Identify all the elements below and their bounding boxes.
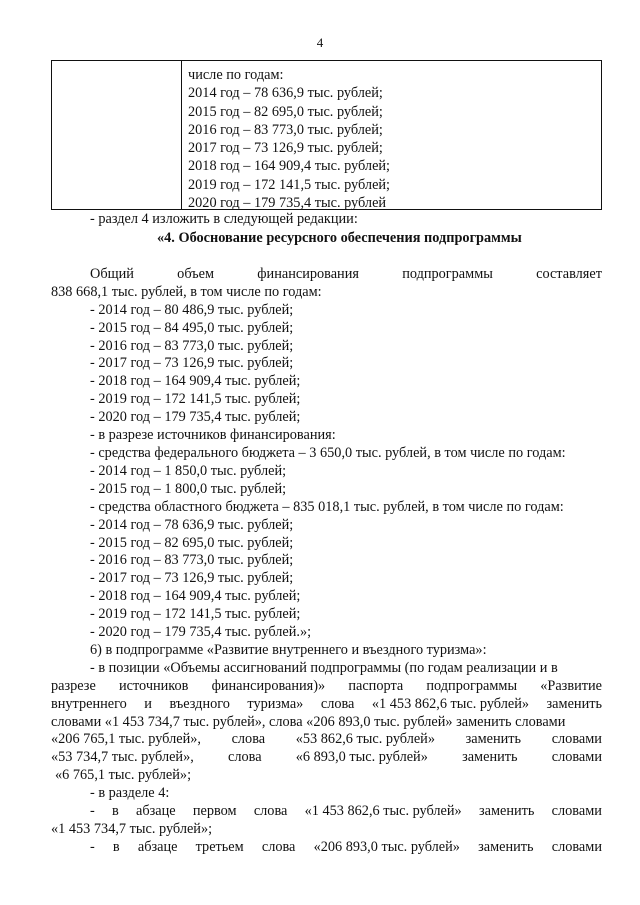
year-item: - 2018 год – 164 909,4 тыс. рублей;	[90, 588, 301, 605]
federal-budget: - средства федерального бюджета – 3 650,0 тыс. рублей, в том числе по годам:	[90, 444, 566, 461]
table-column-divider	[181, 61, 182, 209]
year-item: - 2016 год – 83 773,0 тыс. рублей;	[90, 337, 294, 354]
word: заменить	[465, 731, 522, 748]
word: подпрограммы	[426, 677, 518, 694]
paragraph-line-justified	[51, 696, 602, 714]
word: составляет	[536, 265, 602, 282]
item-6: 6) в подпрограмме «Развитие внутреннего и въездного туризма»:	[90, 641, 487, 658]
word: абзаце	[136, 803, 176, 820]
paragraph-line-justified	[51, 731, 602, 749]
word: словами	[551, 731, 602, 748]
word: первом	[192, 803, 237, 820]
word: въездного	[169, 695, 230, 712]
word: словами	[551, 838, 602, 855]
paragraph-line: - в позиции «Объемы ассигнований подпрограммы (по годам реализации и в	[90, 659, 558, 676]
word: «Развитие	[540, 677, 602, 694]
year-item: - 2018 год – 164 909,4 тыс. рублей;	[90, 373, 301, 390]
paragraph-line: «1 453 734,7 тыс. рублей»;	[51, 821, 213, 837]
total-continuation: 838 668,1 тыс. рублей, в том числе по годам:	[51, 283, 322, 300]
passport-table	[51, 60, 602, 210]
year-item: - 2017 год – 73 126,9 тыс. рублей;	[90, 355, 294, 372]
word: в	[112, 838, 120, 855]
year-item: - 2015 год – 84 495,0 тыс. рублей;	[90, 319, 294, 336]
table-line: 2018 год – 164 909,4 тыс. рублей;	[188, 158, 391, 175]
paragraph-line: «6 765,1 тыс. рублей»;	[55, 767, 192, 784]
section4-b: - в разделе 4:	[90, 785, 170, 802]
word: источников	[118, 677, 189, 694]
document-body	[51, 211, 602, 857]
page-number: 4	[316, 35, 324, 50]
paragraph-line-justified	[51, 839, 602, 857]
word: паспорта	[348, 677, 404, 694]
year-item: - 2019 год – 172 141,5 тыс. рублей;	[90, 391, 301, 408]
word: подпрограммы	[402, 265, 493, 282]
word: заменить	[478, 838, 534, 855]
word: слова	[261, 838, 296, 855]
year-item: - 2015 год – 82 695,0 тыс. рублей;	[90, 534, 294, 551]
paragraph-line-justified	[51, 749, 602, 767]
word: объем	[177, 265, 215, 282]
year-item: - 2020 год – 179 735,4 тыс. рублей;	[90, 409, 301, 426]
word: слова	[253, 803, 288, 820]
word: слова	[320, 695, 355, 712]
table-line: 2014 год – 78 636,9 тыс. рублей;	[188, 85, 383, 102]
table-line: 2020 год – 179 735,4 тыс. рублей	[188, 195, 387, 212]
table-right-cell	[188, 66, 598, 212]
year-item: - 2020 год – 179 735,4 тыс. рублей.»;	[90, 624, 312, 641]
year-item: - 2014 год – 1 850,0 тыс. рублей;	[90, 462, 287, 479]
word: словами	[551, 803, 602, 820]
word: «53 862,6 тыс. рублей»	[295, 731, 435, 748]
paragraph-line-justified	[51, 678, 602, 696]
word: заменить	[546, 695, 602, 712]
word: слова	[228, 749, 262, 766]
word: финансирования)»	[211, 677, 326, 694]
word: «6 893,0 тыс. рублей»	[295, 749, 428, 766]
word: разрезе	[51, 677, 96, 694]
word: «53 734,7 тыс. рублей»,	[51, 749, 194, 766]
table-line: 2016 год – 83 773,0 тыс. рублей;	[188, 121, 383, 138]
word: абзаце	[137, 838, 178, 855]
word: «206 765,1 тыс. рублей»,	[51, 731, 201, 748]
year-item: - 2014 год – 80 486,9 тыс. рублей;	[90, 301, 294, 318]
word: «1 453 862,6 тыс. рублей»	[304, 803, 462, 820]
section-heading: «4. Обоснование ресурсного обеспечения подпрограммы	[157, 229, 522, 246]
year-item: - 2017 год – 73 126,9 тыс. рублей;	[90, 570, 294, 587]
year-item: - 2015 год – 1 800,0 тыс. рублей;	[90, 480, 287, 497]
word: Общий	[90, 265, 134, 282]
total-line	[51, 266, 602, 284]
word: финансирования	[257, 265, 359, 282]
word: слова	[231, 731, 266, 748]
paragraph-line: словами «1 453 734,7 тыс. рублей», слова «206 893,0 тыс. рублей» заменить словами	[51, 713, 566, 730]
word: туризма»	[247, 695, 304, 712]
word: -	[90, 803, 95, 820]
year-item: - 2019 год – 172 141,5 тыс. рублей;	[90, 606, 301, 623]
sources-intro: - в разрезе источников финансирования:	[90, 427, 336, 444]
word: и	[144, 695, 152, 712]
section4-intro: - раздел 4 изложить в следующей редакции:	[90, 211, 358, 227]
regional-budget: - средства областного бюджета – 835 018,1 тыс. рублей, в том числе по годам:	[90, 498, 564, 515]
table-line: 2017 год – 73 126,9 тыс. рублей;	[188, 140, 383, 157]
word: внутреннего	[51, 695, 127, 712]
word: заменить	[462, 749, 518, 766]
table-line: 2019 год – 172 141,5 тыс. рублей;	[188, 176, 391, 193]
year-item: - 2014 год – 78 636,9 тыс. рублей;	[90, 516, 294, 533]
word: в	[112, 803, 119, 820]
word: «206 893,0 тыс. рублей»	[313, 838, 460, 855]
word: заменить	[478, 803, 535, 820]
word: третьем	[195, 838, 244, 855]
word: -	[90, 838, 95, 855]
word: словами	[551, 749, 602, 766]
word: «1 453 862,6 тыс. рублей»	[371, 695, 530, 712]
year-item: - 2016 год – 83 773,0 тыс. рублей;	[90, 552, 294, 569]
table-line: 2015 год – 82 695,0 тыс. рублей;	[188, 103, 383, 120]
table-line: числе по годам:	[188, 67, 284, 83]
paragraph-line-justified	[51, 803, 602, 821]
